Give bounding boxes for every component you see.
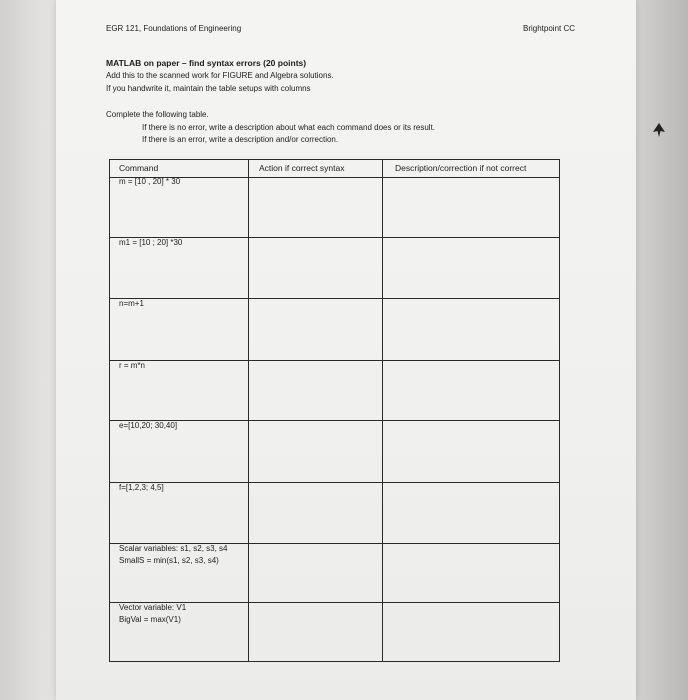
syntax-table — [109, 159, 560, 662]
command-cell: n=m+1 — [119, 299, 144, 308]
command-cell: m1 = [10 ; 20] *30 — [119, 238, 183, 247]
command-cell: e=[10,20; 30,40] — [119, 421, 178, 430]
command-cell: BigVal = max(V1) — [119, 615, 181, 624]
column-divider — [382, 160, 383, 661]
assignment-title: MATLAB on paper – find syntax errors (20 points) — [106, 58, 307, 68]
command-cell: f=[1,2,3; 4,5] — [119, 483, 164, 492]
command-cell: Vector variable: V1 — [119, 603, 187, 612]
column-header-description: Description/correction if not correct — [395, 163, 527, 173]
school-header: Brightpoint CC — [523, 24, 576, 33]
mouse-pointer-icon — [652, 122, 666, 138]
command-cell: r = m*n — [119, 361, 146, 370]
instruction-line-2: If you handwrite it, maintain the table setups with columns — [106, 84, 311, 93]
command-cell: m = [10 , 20] * 30 — [119, 177, 181, 186]
row-divider — [110, 420, 559, 421]
command-cell: Scalar variables: s1, s2, s3, s4 — [119, 544, 228, 553]
row-divider — [110, 482, 559, 483]
course-header: EGR 121, Foundations of Engineering — [106, 24, 242, 33]
column-divider — [248, 160, 249, 661]
row-divider — [110, 298, 559, 299]
no-error-instruction: If there is no error, write a description about what each command does or its result. — [142, 123, 436, 132]
complete-table-instruction: Complete the following table. — [106, 110, 209, 119]
has-error-instruction: If there is an error, write a description and/or correction. — [142, 135, 339, 144]
column-header-command: Command — [119, 163, 159, 173]
row-divider — [110, 360, 559, 361]
instruction-line-1: Add this to the scanned work for FIGURE and Algebra solutions. — [106, 71, 334, 80]
column-header-action: Action if correct syntax — [259, 163, 345, 173]
command-cell: SmallS = min(s1, s2, s3, s4) — [119, 556, 219, 565]
